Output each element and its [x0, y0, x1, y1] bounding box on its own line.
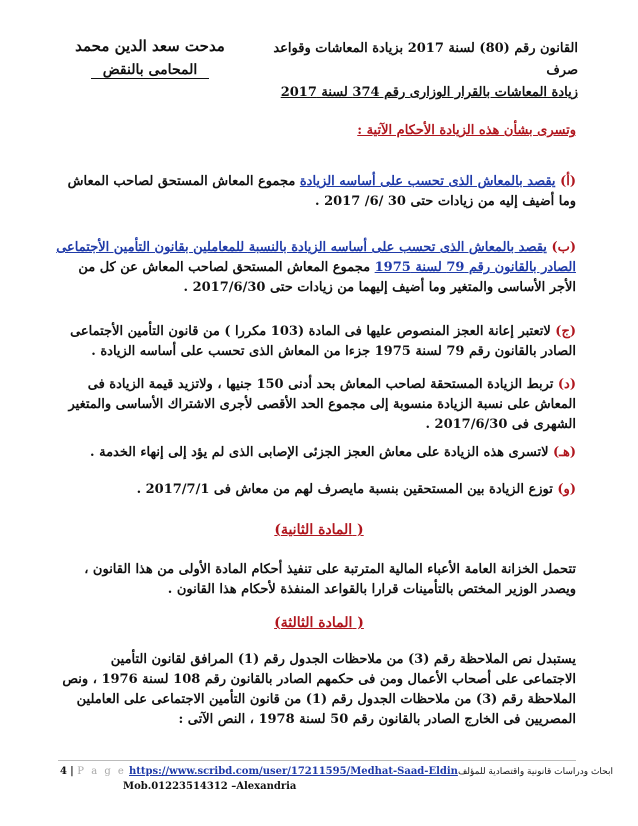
- article-3-title: (المادة الثالثة ): [274, 615, 364, 631]
- footer-divider: [58, 760, 576, 761]
- item-marker: (ب): [551, 240, 576, 255]
- item-f: [56, 480, 576, 500]
- author-title: المحامى بالنقض: [91, 62, 209, 79]
- item-text: توزع الزيادة بين المستحقين بنسبة مايصرف لهم من معاش فى 2017/7/1 .: [136, 482, 558, 497]
- item-text: تربط الزيادة المستحقة لصاحب المعاش بحد أدنى 150 جنيها ، ولاتزيد قيمة الزيادة فى المعاش على نسبة الزيادة منسوبة إلى مجموع الحد الأقصى لأجرى الاشتراك الأساسى والمتغير الشهرى فى 2017/6/30 .: [68, 377, 576, 432]
- item-e: [56, 443, 576, 463]
- item-marker: (ج): [555, 324, 576, 339]
- item-marker: (هـ): [553, 445, 576, 460]
- author-name: مدحت سعد الدين محمد: [75, 37, 225, 55]
- intro-line: وتسرى بشأن هذه الزيادة الأحكام الآتية :: [357, 123, 576, 138]
- item-text: مجموع المعاش المستحق لصاحب المعاش وما أضيف إليه من زيادات حتى 30 /6/ 2017 .: [67, 174, 576, 209]
- item-text: لاتسرى هذه الزيادة على معاش العجز الجزئى الإصابى الذى لم يؤد إلى إنهاء الخدمة .: [90, 445, 554, 460]
- page-footer: 4 | P a g e https://www.scribd.com/user/17211595/Medhat-Saad-Eldinابحاث ودراسات قانونية واقتصادية للمؤلف: [60, 766, 613, 777]
- item-b: [56, 238, 576, 298]
- item-text: مجموع المعاش المستحق لصاحب المعاش عن كل من الأجر الأساسى والمتغير وما أضيف إليهما من زيادات حتى 2017/6/30 .: [78, 260, 576, 295]
- law-title-line1: القانون رقم (80) لسنة 2017 بزيادة المعاشات وقواعد صرف: [273, 41, 578, 78]
- article-3-body: يستبدل نص الملاحظة رقم (3) من ملاحظات الجدول رقم (1) المرافق لقانون التأمين الاجتماعى على أصحاب الأعمال ومن فى حكمهم الصادر بالقانون رقم 108 لسنة 1976 ، ونص الملاحظة رقم (3) من ملاحظات الجدول رقم (1) من قانون التأمين الاجتماعى على العاملين المصريين فى الخارج الصادر بالقانون رقم 50 لسنة 1978 ، النص الآتى :: [62, 652, 576, 727]
- author-block: [60, 34, 240, 82]
- item-a: [56, 172, 576, 212]
- law-heading: [248, 38, 578, 104]
- page-number: 4: [60, 766, 67, 777]
- item-c: [56, 322, 576, 362]
- article-2-title: (المادة الثانية ): [274, 522, 364, 538]
- item-marker: (و): [557, 482, 576, 497]
- item-marker: (أ): [560, 174, 576, 189]
- item-highlight: يقصد بالمعاش الذى تحسب على أساسه الزيادة بالنسبة للمعاملين بقانون التأمين الأجتماعى الصادر بالقانون رقم 79 لسنة 1975: [56, 240, 576, 275]
- item-d: [56, 375, 576, 435]
- item-marker: (د): [557, 377, 576, 392]
- article-2-body: تتحمل الخزانة العامة الأعباء المالية المترتبة على تنفيذ أحكام المادة الأولى من هذا القانون ، ويصدر الوزير المختص بالتأمينات قرارا بالقواعد المنفذة لأحكام هذا القانون .: [84, 562, 576, 597]
- law-title-line2: زيادة المعاشات بالقرار الوزارى رقم 374 لسنة 2017: [280, 85, 578, 100]
- footer-contact: Mob.01223514312 –Alexandria: [123, 781, 297, 792]
- footer-credit: ابحاث ودراسات قانونية واقتصادية للمؤلف: [457, 767, 613, 777]
- item-text: لاتعتبر إعانة العجز المنصوص عليها فى المادة (103 مكررا ) من قانون التأمين الأجتماعى الصادر بالقانون رقم 79 لسنة 1975 جزءا من المعاش الذى تحسب على أساسه الزيادة .: [70, 324, 576, 359]
- author-profile-link[interactable]: https://www.scribd.com/user/17211595/Medhat-Saad-Eldin: [129, 766, 458, 777]
- page-label: P a g e: [77, 766, 126, 777]
- item-highlight: يقصد بالمعاش الذى تحسب على أساسه الزيادة: [299, 174, 556, 189]
